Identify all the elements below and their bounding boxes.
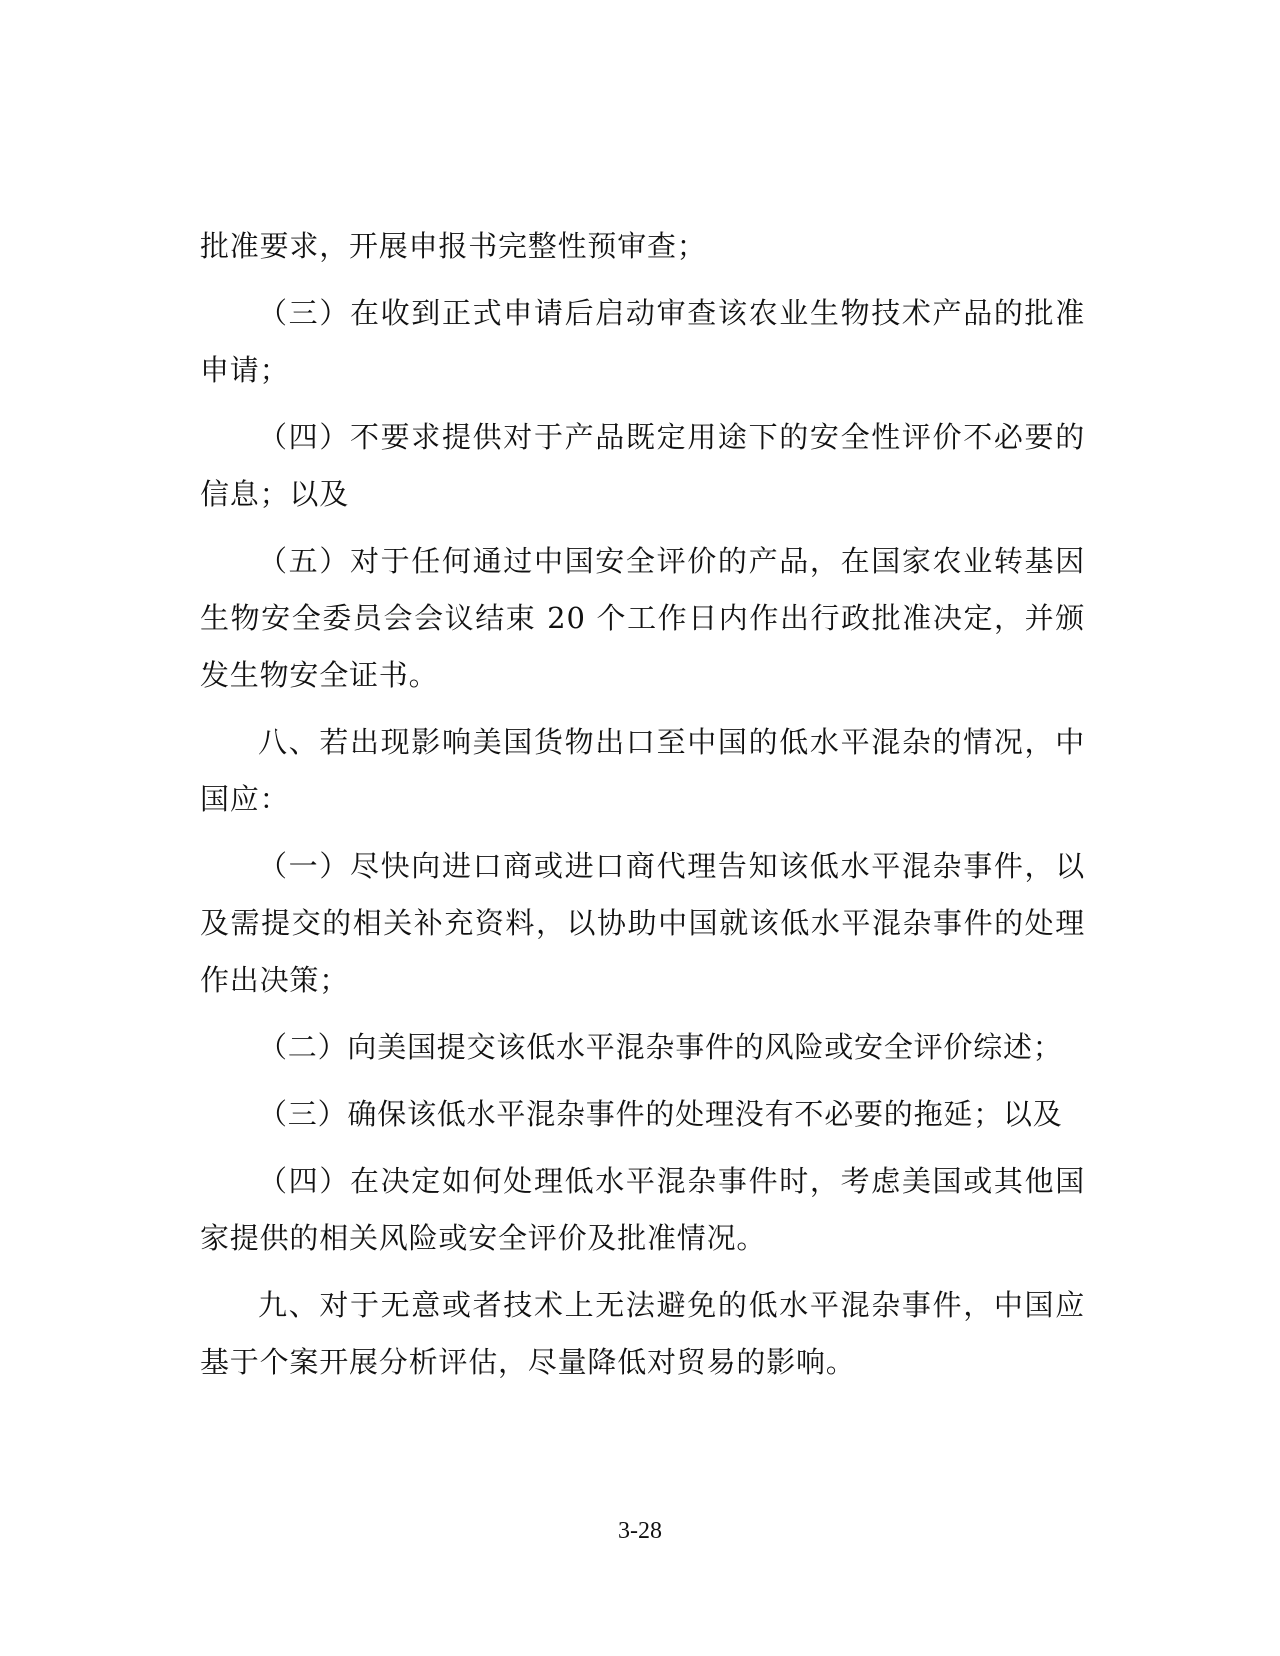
paragraph-item-2-submit-summary: （二）向美国提交该低水平混杂事件的风险或安全评价综述； xyxy=(258,1030,1063,1064)
page-number: 3-28 xyxy=(618,1518,662,1544)
paragraph-item-4-consider-evaluations: （四）在决定如何处理低水平混杂事件时，考虑美国或其他国家提供的相关风险或安全评价及批准情况。 xyxy=(200,1164,1085,1255)
paragraph-approval-requirements: 批准要求，开展申报书完整性预审查； xyxy=(200,229,707,263)
section-heading-nine: 九、对于无意或者技术上无法避免的低水平混杂事件，中国应基于个案开展分析评估，尽量降低对贸易的影响。 xyxy=(200,1288,1085,1379)
paragraph-item-3-no-delay: （三）确保该低水平混杂事件的处理没有不必要的拖延；以及 xyxy=(258,1097,1063,1131)
section-heading-eight: 八、若出现影响美国货物出口至中国的低水平混杂的情况，中国应： xyxy=(200,725,1085,816)
document-body xyxy=(200,218,1085,1401)
paragraph-item-5-approval-decision: （五）对于任何通过中国安全评价的产品，在国家农业转基因生物安全委员会会议结束 20 个工作日内作出行政批准决定，并颁发生物安全证书。 xyxy=(200,544,1085,692)
paragraph-item-3-review-start: （三）在收到正式申请后启动审查该农业生物技术产品的批准申请； xyxy=(200,296,1085,387)
paragraph-item-1-notify-importer: （一）尽快向进口商或进口商代理告知该低水平混杂事件，以及需提交的相关补充资料，以协助中国就该低水平混杂事件的处理作出决策； xyxy=(200,849,1085,997)
paragraph-item-4-no-unnecessary-info: （四）不要求提供对于产品既定用途下的安全性评价不必要的信息；以及 xyxy=(200,420,1085,511)
